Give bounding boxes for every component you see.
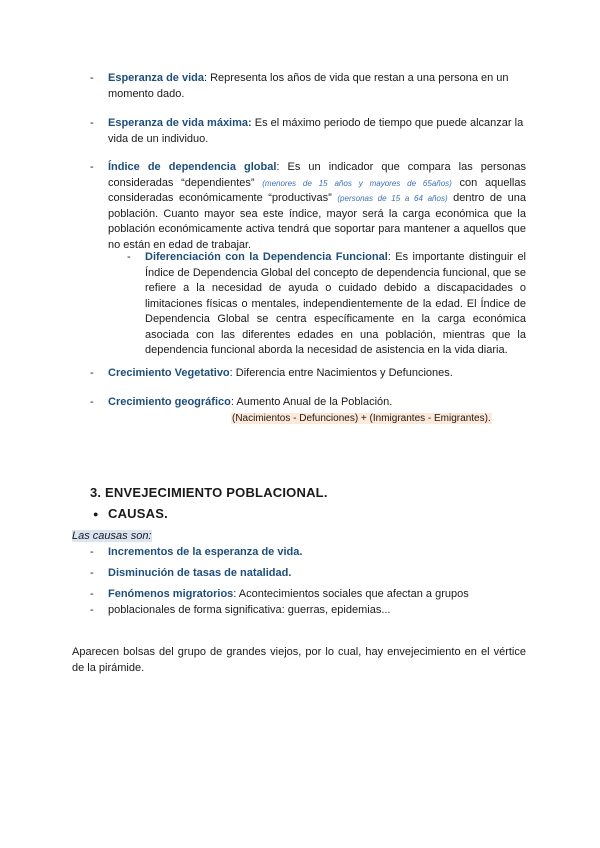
causa-term: Disminución de tasas de natalidad. xyxy=(108,567,292,579)
causa-term: Fenómenos migratorios xyxy=(108,588,234,600)
def-crecimiento-vegetativo xyxy=(108,366,526,382)
formula-text: (Nacimientos - Defunciones) + (Inmigrantes - Emigrantes). xyxy=(232,413,491,424)
causa-item xyxy=(108,566,291,582)
list-dash: - xyxy=(90,604,94,616)
def-esperanza-vida xyxy=(108,71,526,102)
section-heading: 3. ENVEJECIMIENTO POBLACIONAL. xyxy=(90,485,328,500)
term-indice-dependencia: Índice de dependencia global xyxy=(108,161,277,173)
def-text: : Diferencia entre Nacimientos y Defunciones. xyxy=(229,367,453,379)
list-dash: - xyxy=(90,367,94,379)
def-esperanza-vida-maxima xyxy=(108,116,526,147)
term-diferenciacion: Diferenciación con la Dependencia Funcional xyxy=(145,251,388,263)
term-crecimiento-vegetativo: Crecimiento Vegetativo xyxy=(108,367,230,379)
causa-text: : Acontecimientos sociales que afectan a grupos xyxy=(233,588,469,600)
causas-heading: CAUSAS. xyxy=(108,506,168,521)
note-dependientes: (menores de 15 años y mayores de 65años) xyxy=(262,178,452,188)
list-dash: - xyxy=(90,396,94,408)
list-dash: - xyxy=(90,588,94,600)
list-dash: - xyxy=(90,161,94,173)
term-crecimiento-geografico: Crecimiento geográfico xyxy=(108,396,231,408)
causas-label xyxy=(72,529,152,545)
sublist-dash: - xyxy=(127,251,131,263)
def-text: : Aumento Anual de la Población. xyxy=(230,396,393,408)
causa-continuation: poblacionales de forma significativa: guerras, epidemias... xyxy=(108,604,391,616)
def-crecimiento-geografico xyxy=(108,395,526,411)
causa-term: Incrementos de la esperanza de vida. xyxy=(108,546,303,558)
formula-crecimiento xyxy=(231,411,492,427)
def-text: dentro de una población. Cuanto mayor sea este índice, mayor será la carga económica que la población económicamente activa tendrá que soportar para mantener a aquellos que no están en edad de trabajar. xyxy=(108,192,527,251)
list-dash: - xyxy=(90,117,94,129)
term-esperanza-vida: Esperanza de vida xyxy=(108,72,204,84)
causa-item xyxy=(108,545,302,561)
list-dash: - xyxy=(90,546,94,558)
closing-paragraph: Aparecen bolsas del grupo de grandes viejos, por lo cual, hay envejecimiento en el vértice de la pirámide. xyxy=(72,646,526,674)
def-text: con aquellas consideradas económicamente “productivas” xyxy=(108,176,526,204)
causas-label-text: Las causas son: xyxy=(72,530,152,542)
list-dash: - xyxy=(90,567,94,579)
def-text: : Es importante distinguir el Índice de Dependencia Global del concepto de dependencia funcional, que se refiere a la necesidad de ayuda o cuidado debido a discapacidades o limitaciones físicas o mentales, independientemente de la edad. El Índice de Dependencia Global se centra específicamente en la carga económica asociada con las diferentes edades en una población, mientras que la dependencia funcional aborda la necesidad de asistencia en la vida diaria. xyxy=(145,251,526,356)
note-productivas: (personas de 15 a 64 años) xyxy=(337,194,448,203)
bullet-dot: ● xyxy=(93,509,99,519)
causa-item xyxy=(108,587,526,603)
def-text: : Representa los años de vida que restan a una persona en un momento dado. xyxy=(108,72,509,100)
def-text: Es el máximo periodo de tiempo que puede alcanzar la vida de un individuo. xyxy=(108,117,524,145)
def-text: : Es un indicador que compara las personas consideradas “dependientes” xyxy=(108,161,526,189)
term-esperanza-vida-maxima: Esperanza de vida máxima: xyxy=(108,117,252,129)
list-dash: - xyxy=(90,72,94,84)
def-diferenciacion xyxy=(145,250,526,359)
def-indice-dependencia xyxy=(108,160,526,253)
